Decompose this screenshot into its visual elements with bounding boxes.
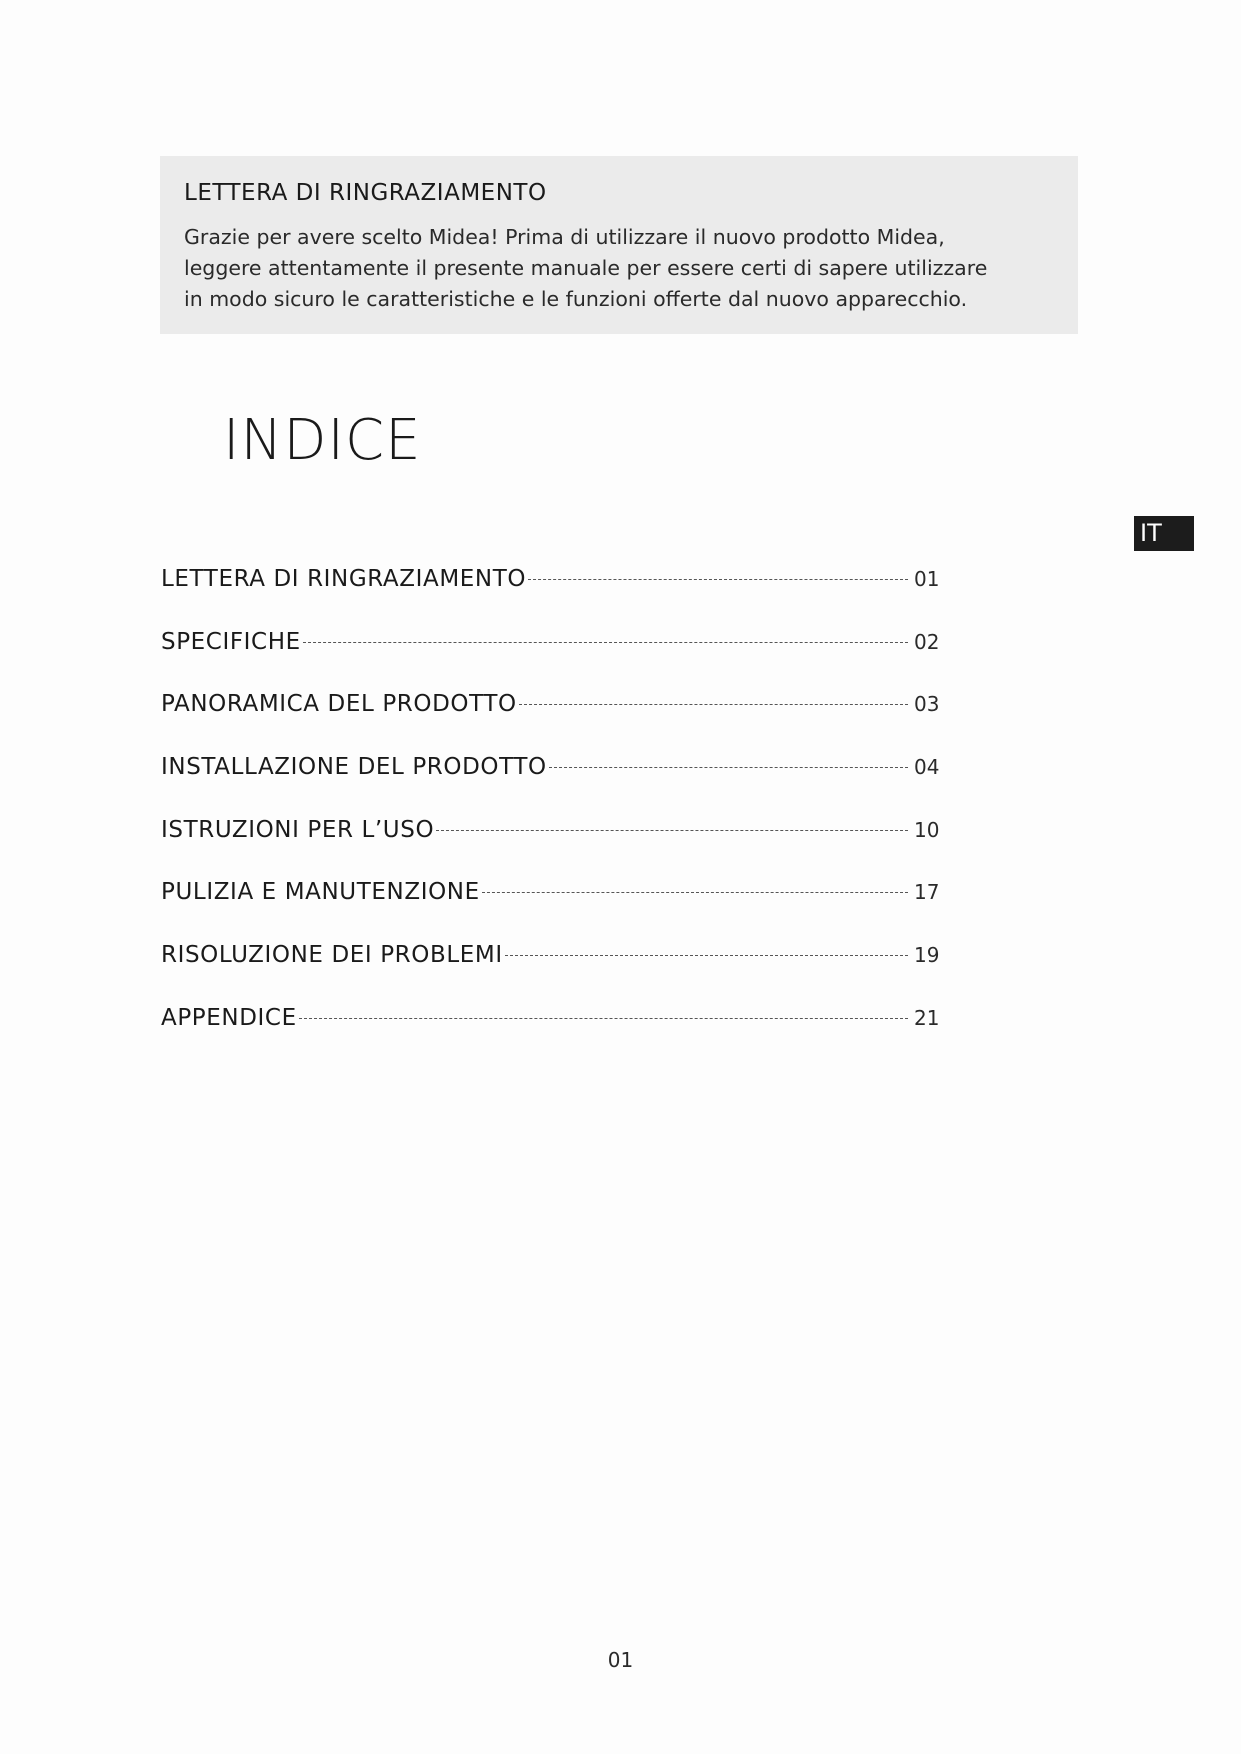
toc-leader-dots (549, 767, 908, 768)
page-number: 01 (607, 1648, 634, 1672)
toc-entry-label: PULIZIA E MANUTENZIONE (161, 879, 480, 906)
toc-entry-page: 02 (914, 629, 940, 654)
toc-entry-label: PANORAMICA DEL PRODOTTO (161, 691, 517, 718)
thank-you-letter-title: LETTERA DI RINGRAZIAMENTO (184, 180, 547, 206)
toc-entry-label: ISTRUZIONI PER L’USO (161, 816, 435, 843)
thank-you-letter-line: Grazie per avere scelto Midea! Prima di utilizzare il nuovo prodotto Midea, (184, 225, 945, 249)
toc-entry[interactable] (161, 1005, 946, 1068)
thank-you-letter-box (160, 156, 1078, 334)
toc-entry-label: INSTALLAZIONE DEL PRODOTTO (161, 754, 547, 781)
toc-entry[interactable] (161, 691, 946, 754)
toc-entry-page: 01 (914, 567, 940, 591)
toc-entry-page: 03 (914, 692, 940, 717)
toc-entry[interactable] (161, 942, 946, 1005)
toc-leader-dots (299, 1018, 908, 1019)
table-of-contents-title: INDICE (223, 408, 422, 473)
toc-entry[interactable] (161, 879, 946, 942)
toc-entry-page: 04 (914, 755, 940, 780)
toc-entry-label: LETTERA DI RINGRAZIAMENTO (161, 566, 527, 592)
toc-entry[interactable] (161, 629, 946, 692)
toc-entry[interactable] (161, 817, 946, 880)
toc-entry-label: RISOLUZIONE DEI PROBLEMI (161, 942, 503, 969)
toc-entry[interactable] (161, 754, 946, 817)
language-tab: IT (1134, 516, 1194, 551)
toc-entry[interactable] (161, 566, 946, 629)
toc-leader-dots (303, 642, 908, 643)
thank-you-letter-line: in modo sicuro le caratteristiche e le funzioni offerte dal nuovo apparecchio. (184, 287, 968, 311)
table-of-contents (161, 566, 946, 1068)
toc-leader-dots (519, 704, 908, 705)
thank-you-letter-line: leggere attentamente il presente manuale per essere certi di sapere utilizzare (184, 256, 988, 280)
toc-leader-dots (436, 830, 908, 831)
toc-entry-page: 19 (914, 943, 940, 968)
toc-leader-dots (528, 579, 908, 580)
toc-entry-page: 17 (914, 880, 940, 905)
toc-leader-dots (505, 955, 908, 956)
thank-you-letter-text (184, 222, 1056, 315)
toc-entry-page: 21 (914, 1005, 940, 1030)
toc-entry-label: APPENDICE (161, 1004, 297, 1031)
toc-leader-dots (482, 892, 908, 893)
toc-entry-page: 10 (914, 817, 940, 842)
toc-entry-label: SPECIFICHE (161, 628, 301, 655)
